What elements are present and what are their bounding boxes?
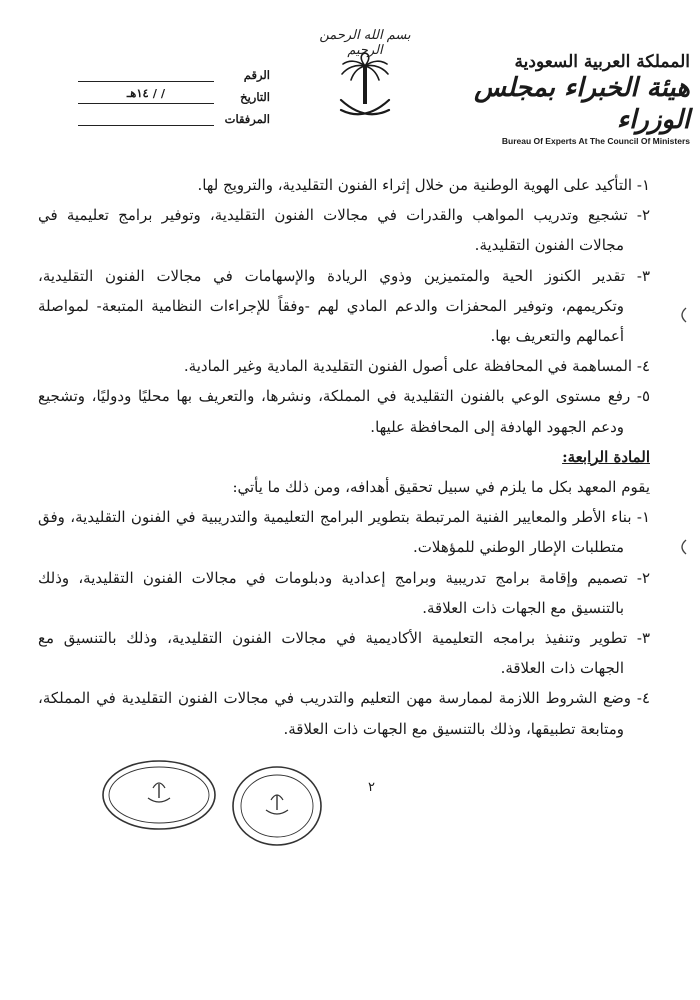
official-stamp-right — [230, 764, 324, 848]
text-line: مجالات الفنون التقليدية. — [474, 236, 624, 255]
page-number: ٢ — [368, 780, 375, 795]
text-line: ٢- تصميم وإقامة برامج تدريبية وبرامج إعدادية ودبلومات في مجالات الفنون التقليدية، وذلك — [38, 568, 650, 587]
ref-number-row — [78, 60, 270, 82]
attachments-line — [78, 111, 214, 126]
text-line: ٥- رفع مستوى الوعي بالفنون التقليدية في المملكة، ونشرها، والتعريف بها محليًا ودوليًا، وتشجيع — [38, 387, 650, 406]
text-line: ٤- المساهمة في المحافظة على أصول الفنون التقليدية المادية وغير المادية. — [183, 357, 650, 376]
text-line: بالتنسيق مع الجهات ذات العلاقة. — [422, 598, 624, 617]
ref-number-line — [78, 67, 214, 82]
organization-name: هيئة الخبراء بمجلس الوزراء — [474, 73, 690, 135]
list-item — [38, 381, 650, 441]
date-label: التاريخ — [240, 90, 270, 104]
text-line: ٤- وضع الشروط اللازمة لممارسة مهن التعليم والتدريب في مجالات الفنون التقليدية في المملكة، — [38, 689, 650, 708]
text-line: ٣- تقدير الكنوز الحية والمتميزين وذوي الريادة والإسهامات في مجالات الفنون التقليدية، — [38, 266, 650, 285]
document-body — [38, 170, 650, 744]
organization-name-english: Bureau Of Experts At The Council Of Ministers — [501, 136, 690, 146]
article-intro: يقوم المعهد بكل ما يلزم في سبيل تحقيق أهدافه، ومن ذلك ما يأتي: — [232, 478, 650, 497]
organization-block — [470, 52, 690, 146]
list-item — [38, 563, 650, 623]
attachments-row — [78, 104, 270, 126]
official-stamp-left — [100, 758, 218, 832]
bismillah-calligraphy: بسم الله الرحمن الرحيم — [319, 28, 411, 58]
list-item — [38, 170, 650, 200]
text-line: متطلبات الإطار الوطني للمؤهلات. — [413, 538, 624, 557]
text-line: ١- بناء الأطر والمعايير الفنية المرتبطة بتطوير البرامج التعليمية والتدريبية في الفنون التقليدية، وفق — [38, 508, 650, 527]
list-item — [38, 200, 650, 260]
margin-bracket-mark — [676, 538, 690, 556]
date-row — [78, 82, 270, 104]
list-item — [38, 351, 650, 381]
list-item — [38, 502, 650, 562]
text-line: ١- التأكيد على الهوية الوطنية من خلال إثراء الفنون التقليدية، والترويج لها. — [197, 176, 650, 194]
kingdom-name: المملكة العربية السعودية — [514, 52, 690, 72]
text-line: ودعم الجهود الهادفة إلى المحافظة عليها. — [370, 417, 624, 436]
attachments-label: المرفقات — [224, 112, 270, 126]
letterhead — [0, 0, 700, 146]
list-item — [38, 623, 650, 683]
list-item — [38, 683, 650, 743]
date-value: / / ١٤هـ — [126, 86, 166, 100]
text-line: ٢- تشجيع وتدريب المواهب والقدرات في مجالات الفنون التقليدية، وتوفير برامج تعليمية في — [38, 206, 650, 225]
article-heading: المادة الرابعة: — [562, 447, 650, 466]
text-line: الجهات ذات العلاقة. — [500, 659, 624, 678]
date-line — [78, 86, 214, 104]
list-item — [38, 261, 650, 352]
ref-number-label: الرقم — [243, 68, 270, 82]
text-line: ومتابعة تطبيقها، وذلك بالتنسيق مع الجهات ذات العلاقة. — [283, 719, 624, 738]
text-line: ٣- تطوير وتنفيذ برامجه التعليمية الأكاديمية في مجالات الفنون التقليدية، وذلك بالتنسيق مع — [38, 629, 650, 648]
margin-bracket-mark — [676, 306, 690, 324]
text-line: أعمالهم والتعريف بها. — [490, 327, 624, 346]
text-line: وتكريمهم، وتوفير المحفزات والدعم المادي لهم -وفقاً للإجراءات النظامية المتبعة- لمواصلة — [38, 296, 624, 315]
reference-fields — [78, 60, 270, 126]
saudi-emblem-icon — [335, 52, 395, 126]
